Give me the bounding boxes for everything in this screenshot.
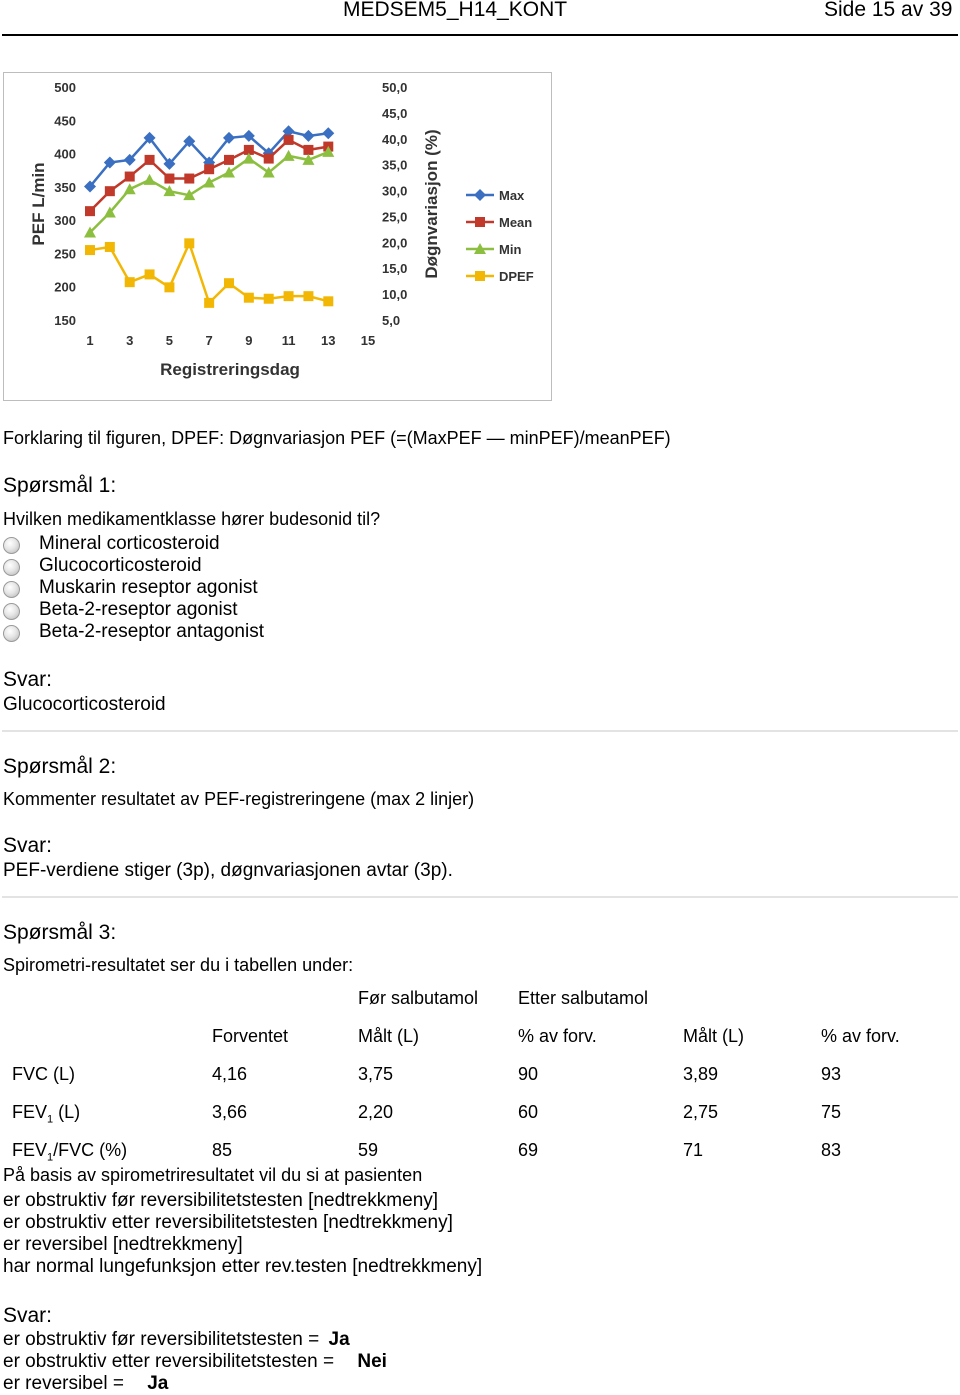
q3-heading: Spørsmål 3: bbox=[3, 921, 117, 944]
q3-question: Spirometri-resultatet ser du i tabellen under: bbox=[3, 955, 354, 975]
table-cell: 60 bbox=[518, 1102, 539, 1122]
y2-tick-label: 30,0 bbox=[382, 183, 408, 199]
table-cell: 3,75 bbox=[358, 1064, 394, 1084]
q1-option-radio[interactable] bbox=[3, 559, 20, 576]
y2-axis-title: Døgnvariasjon (%) bbox=[422, 129, 441, 279]
data-point-min bbox=[124, 183, 136, 194]
y2-tick-label: 10,0 bbox=[382, 287, 408, 303]
data-point-dpef bbox=[164, 282, 174, 292]
data-point-dpef bbox=[204, 298, 214, 308]
data-point-dpef bbox=[284, 291, 294, 301]
data-point-min bbox=[283, 150, 295, 161]
data-point-dpef bbox=[125, 277, 135, 287]
row-label-fvc: FVC (L) bbox=[12, 1064, 75, 1084]
x-tick-label: 15 bbox=[360, 333, 376, 348]
y-tick-label: 400 bbox=[54, 146, 76, 162]
data-point-mean bbox=[184, 174, 194, 184]
y2-tick-label: 20,0 bbox=[382, 235, 408, 251]
x-tick-label: 7 bbox=[205, 333, 213, 348]
table-cell: 85 bbox=[212, 1140, 233, 1160]
table-cell: 3,66 bbox=[212, 1102, 248, 1122]
data-point-dpef bbox=[224, 278, 234, 288]
data-point-max bbox=[322, 127, 334, 139]
q3-answer-line: er obstruktiv før reversibilitetstesten = Ja bbox=[3, 1329, 350, 1350]
page-number: Side 15 av 39 bbox=[824, 0, 953, 21]
y-tick-label: 150 bbox=[54, 313, 76, 328]
y-tick-label: 200 bbox=[54, 279, 76, 295]
table-cell: 59 bbox=[358, 1140, 379, 1160]
section-divider bbox=[2, 730, 958, 732]
q1-option-radio[interactable] bbox=[3, 537, 20, 554]
q2-heading: Spørsmål 2: bbox=[3, 755, 117, 778]
pef-chart bbox=[3, 72, 552, 401]
column-header: % av forv. bbox=[518, 1026, 597, 1046]
y2-tick-label: 40,0 bbox=[382, 131, 408, 147]
q1-option-radio[interactable] bbox=[3, 625, 20, 642]
legend-marker-mean bbox=[475, 217, 485, 227]
legend-label-min: Min bbox=[499, 242, 522, 257]
x-tick-label: 11 bbox=[281, 333, 296, 348]
data-point-dpef bbox=[105, 242, 115, 252]
header-rule bbox=[2, 34, 958, 36]
data-point-dpef bbox=[244, 293, 254, 303]
y2-tick-label: 45,0 bbox=[382, 105, 408, 121]
data-point-min bbox=[144, 174, 156, 185]
q1-answer-label: Svar: bbox=[3, 668, 53, 691]
q2-question: Kommenter resultatet av PEF-registreringene (max 2 linjer) bbox=[3, 789, 475, 809]
y2-tick-label: 50,0 bbox=[382, 80, 408, 95]
table-cell: 75 bbox=[821, 1102, 842, 1122]
data-point-mean bbox=[224, 155, 234, 165]
legend-label-mean: Mean bbox=[499, 215, 533, 230]
y-axis-title: PEF L/min bbox=[29, 162, 48, 246]
q3-answer-label: Svar: bbox=[3, 1304, 53, 1327]
data-point-min bbox=[203, 177, 215, 188]
q1-option-label: Muskarin reseptor agonist bbox=[39, 577, 258, 598]
data-point-dpef bbox=[85, 245, 95, 255]
data-point-mean bbox=[204, 164, 214, 174]
q3-statement: er obstruktiv etter reversibilitetstesten [nedtrekkmeny] bbox=[3, 1212, 453, 1233]
table-cell: 2,75 bbox=[683, 1102, 719, 1122]
y2-tick-label: 25,0 bbox=[382, 209, 408, 225]
q3-statement: er obstruktiv før reversibilitetstesten [nedtrekkmeny] bbox=[3, 1190, 439, 1211]
figure-caption: Forklaring til figuren, DPEF: Døgnvariasjon PEF (=(MaxPEF — minPEF)/meanPEF) bbox=[3, 428, 671, 448]
column-header: Målt (L) bbox=[358, 1026, 420, 1046]
q3-statement: er reversibel [nedtrekkmeny] bbox=[3, 1234, 243, 1255]
q1-answer: Glucocorticosteroid bbox=[3, 694, 166, 715]
q1-option-label: Mineral corticosteroid bbox=[39, 533, 220, 554]
data-point-mean bbox=[125, 172, 135, 182]
legend-label-max: Max bbox=[499, 188, 525, 203]
x-tick-label: 13 bbox=[321, 333, 336, 348]
data-point-mean bbox=[264, 154, 274, 164]
q3-statement: har normal lungefunksjon etter rev.testen [nedtrekkmeny] bbox=[3, 1256, 483, 1277]
y-tick-label: 300 bbox=[54, 213, 76, 229]
data-point-dpef bbox=[323, 296, 333, 306]
q1-option-radio[interactable] bbox=[3, 581, 20, 598]
y2-tick-label: 15,0 bbox=[382, 261, 408, 277]
pef-chart-svg bbox=[4, 73, 551, 400]
legend-marker-dpef bbox=[475, 271, 485, 281]
data-point-dpef bbox=[264, 294, 274, 304]
data-point-mean bbox=[105, 186, 115, 196]
document-code: MEDSEM5_H14_KONT bbox=[343, 0, 568, 21]
row-label-fev1: $FEV_1$ (L) bbox=[12, 1102, 81, 1126]
q2-answer-label: Svar: bbox=[3, 834, 53, 857]
table-cell: 90 bbox=[518, 1064, 539, 1084]
data-point-min bbox=[163, 185, 175, 196]
data-point-dpef bbox=[303, 291, 313, 301]
table-cell: 4,16 bbox=[212, 1064, 248, 1084]
column-header: % av forv. bbox=[821, 1026, 900, 1046]
y-tick-label: 250 bbox=[54, 246, 76, 262]
y-tick-label: 350 bbox=[54, 179, 76, 195]
q1-option-label: Beta-2-reseptor antagonist bbox=[39, 621, 264, 642]
q1-option-label: Beta-2-reseptor agonist bbox=[39, 599, 238, 620]
group-header-before: Før salbutamol bbox=[358, 988, 479, 1008]
row-label-fev1-fvc: $FEV_1$/FVC (%) bbox=[12, 1140, 128, 1164]
data-point-mean bbox=[303, 145, 313, 155]
x-tick-label: 1 bbox=[86, 333, 94, 348]
q1-option-radio[interactable] bbox=[3, 603, 20, 620]
q1-option-label: Glucocorticosteroid bbox=[39, 555, 202, 576]
legend-label-dpef: DPEF bbox=[499, 269, 534, 284]
y2-tick-label: 35,0 bbox=[382, 157, 408, 173]
y2-tick-label: 5,0 bbox=[382, 313, 401, 328]
q3-answer-line: er obstruktiv etter reversibilitetstesten = Nei bbox=[3, 1351, 387, 1372]
column-header: Målt (L) bbox=[683, 1026, 745, 1046]
data-point-dpef bbox=[184, 238, 194, 248]
y-tick-label: 450 bbox=[54, 113, 76, 129]
x-tick-label: 5 bbox=[165, 333, 174, 348]
legend-marker-max bbox=[474, 189, 486, 201]
table-cell: 93 bbox=[821, 1064, 842, 1084]
data-point-mean bbox=[85, 206, 95, 216]
y-tick-label: 500 bbox=[54, 80, 76, 95]
q2-answer: PEF-verdiene stiger (3p), døgnvariasjonen avtar (3p). bbox=[3, 860, 453, 881]
table-cell: 69 bbox=[518, 1140, 539, 1160]
table-cell: 71 bbox=[683, 1140, 704, 1160]
q1-question: Hvilken medikamentklasse hører budesonid til? bbox=[3, 509, 381, 529]
table-cell: 3,89 bbox=[683, 1064, 719, 1084]
x-tick-label: 9 bbox=[245, 333, 253, 348]
data-point-mean bbox=[284, 135, 294, 145]
x-axis-title: Registreringsdag bbox=[160, 360, 300, 379]
data-point-max bbox=[302, 130, 314, 142]
data-point-mean bbox=[164, 174, 174, 184]
data-point-dpef bbox=[145, 269, 155, 279]
q3-prompt: På basis av spirometriresultatet vil du si at pasienten bbox=[3, 1165, 423, 1185]
group-header-after: Etter salbutamol bbox=[518, 988, 649, 1008]
data-point-mean bbox=[145, 155, 155, 165]
table-cell: 83 bbox=[821, 1140, 842, 1160]
section-divider bbox=[2, 896, 958, 898]
x-tick-label: 3 bbox=[126, 333, 134, 348]
q1-heading: Spørsmål 1: bbox=[3, 474, 117, 497]
q3-answer-line: er reversibel = Ja bbox=[3, 1373, 169, 1394]
table-cell: 2,20 bbox=[358, 1102, 394, 1122]
column-header: Forventet bbox=[212, 1026, 289, 1046]
